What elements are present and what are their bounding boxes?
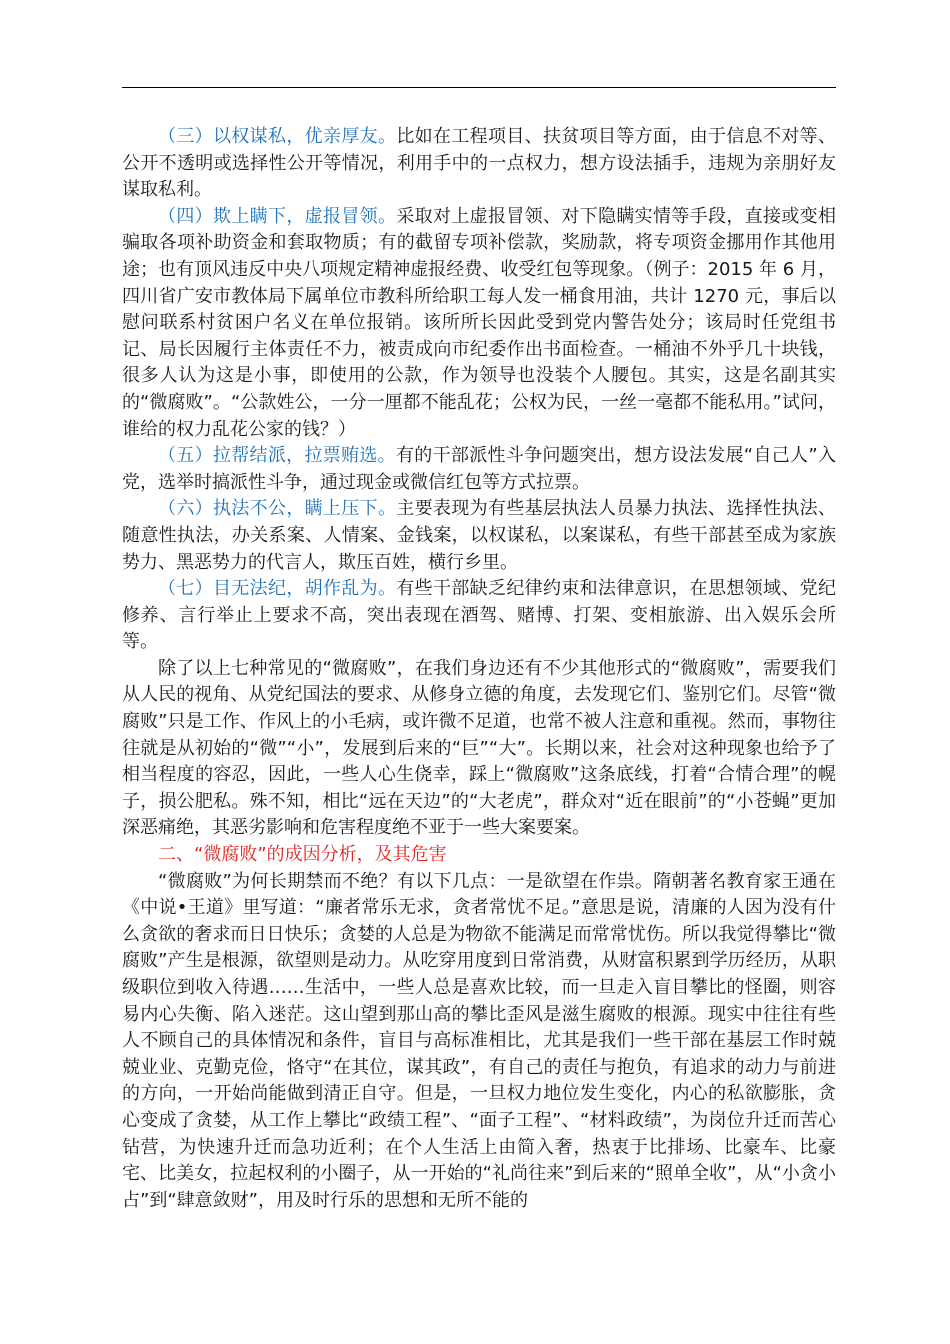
item-heading-6: （六）执法不公，瞒上压下。 bbox=[158, 498, 397, 520]
item-heading-7: （七）目无法纪，胡作乱为。 bbox=[158, 578, 397, 600]
item-body-5: 有的干部派性斗争问题突出，想方设法发展“自己人”入党，选举时搞派性斗争，通过现金或微信红包等方式拉票。 bbox=[122, 445, 836, 493]
item-body-7: 有些干部缺乏纪律约束和法律意识，在思想领域、党纪修养、言行举止上要求不高，突出表现在酒驾、赌博、打架、变相旅游、出入娱乐会所等。 bbox=[122, 578, 837, 653]
section-body: “微腐败”为何长期禁而不绝？有以下几点：一是欲望在作祟。隋朝著名教育家王通在《中说•王道》里写道：“廉者常乐无求，贪者常忧不足。”意思是说，清廉的人因为没有什么贪欲的奢求而日日快乐；贪婪的人总是为物欲不能满足而常常忧伤。所以我觉得攀比“微腐败”产生是根源，欲望则是动力。从吃穿用度到日常消费，从财富积累到学历经历，从职级职位到收入待遇……生活中，一些人总是喜欢比较，而一旦走入盲目攀比的怪圈，则容易内心失衡、陷入迷茫。这山望到那山高的攀比歪风是滋生腐败的根源。现实中往往有些人不顾自己的具体情况和条件，盲目与高标准相比，尤其是我们一些干部在基层工作时兢兢业业、克勤克俭，恪守“在其位，谋其政”，有自己的责任与抱负，有追求的动力与前进的方向，一开始尚能做到清正自守。但是，一旦权力地位发生变化，内心的私欲膨胀，贪心变成了贪婪，从工作上攀比“政绩工程”、“面子工程”、“材料政绩”，为岗位升迁而苦心钻营，为快速升迁而急功近利；在个人生活上由简入奢，热衷于比排场、比豪车、比豪宅、比美女，拉起权利的小圈子，从一开始的“礼尚往来”到后来的“照单全收”，从“小贪小占”到“肆意敛财”，用及时行乐的思想和无所不能的 bbox=[122, 870, 836, 1211]
item-body-4: 采取对上虚报冒领、对下隐瞒实情等手段，直接或变相骗取各项补助资金和套取物质；有的截留专项补偿款，奖励款，将专项资金挪用作其他用途；也有顶风违反中央八项规定精神虚报经费、收受红包等现象。（例子：2015 年 6 月，四川省广安市教体局下属单位市教科所给职工每人发一桶食用油，共计 1270 元，事后以慰问联系村贫困户名义在单位报销。该所所长因此受到党内警告处分；该局时任党组书记、局长因履行主体责任不力，被责成向市纪委作出书面检查。一桶油不外乎几十块钱，很多人认为这是小事，即使用的公款，作为领导也没装个人腰包。其实，这是名副其实的“微腐败”。“公款姓公，一分一厘都不能乱花；公权为民，一丝一毫都不能私用。”试问，谁给的权力乱花公家的钱？） bbox=[122, 205, 837, 440]
paragraph-6 bbox=[122, 496, 836, 576]
paragraph-4 bbox=[122, 204, 836, 443]
item-heading-5: （五）拉帮结派，拉票贿选。 bbox=[158, 445, 396, 467]
document-body bbox=[122, 124, 836, 1214]
section-heading: 二、“微腐败”的成因分析，及其危害 bbox=[158, 844, 447, 866]
item-body-6: 主要表现为有些基层执法人员暴力执法、选择性执法、随意性执法，办关系案、人情案、金钱案，以权谋私，以案谋私，有些干部甚至成为家族势力、黑恶势力的代言人，欺压百姓，横行乡里。 bbox=[122, 498, 837, 573]
item-body-3: 比如在工程项目、扶贫项目等方面，由于信息不对等、公开不透明或选择性公开等情况，利用手中的一点权力，想方设法插手，违规为亲朋好友谋取私利。 bbox=[122, 126, 837, 201]
summary-body: 除了以上七种常见的“微腐败”，在我们身边还有不少其他形式的“微腐败”，需要我们从人民的视角、从党纪国法的要求、从修身立德的角度，去发现它们、鉴别它们。尽管“微腐败”只是工作、作风上的小毛病，或许微不足道，也常不被人注意和重视。然而，事物往往就是从初始的“微”“小”，发展到后来的“巨”“大”。长期以来，社会对这种现象也给予了相当程度的容忍，因此，一些人心生侥幸，踩上“微腐败”这条底线，打着“合情合理”的幌子，损公肥私。殊不知，相比“远在天边”的“大老虎”，群众对“近在眼前”的“小苍蝇”更加深恶痛绝，其恶劣影响和危害程度绝不亚于一些大案要案。 bbox=[122, 657, 836, 839]
item-heading-3: （三）以权谋私，优亲厚友。 bbox=[158, 126, 397, 147]
paragraph-5 bbox=[122, 443, 836, 496]
paragraph-summary bbox=[122, 656, 836, 842]
item-heading-4: （四）欺上瞒下，虚报冒领。 bbox=[158, 205, 397, 227]
paragraph-7 bbox=[122, 576, 836, 656]
header-rule bbox=[122, 87, 836, 88]
paragraph-3 bbox=[122, 124, 836, 204]
